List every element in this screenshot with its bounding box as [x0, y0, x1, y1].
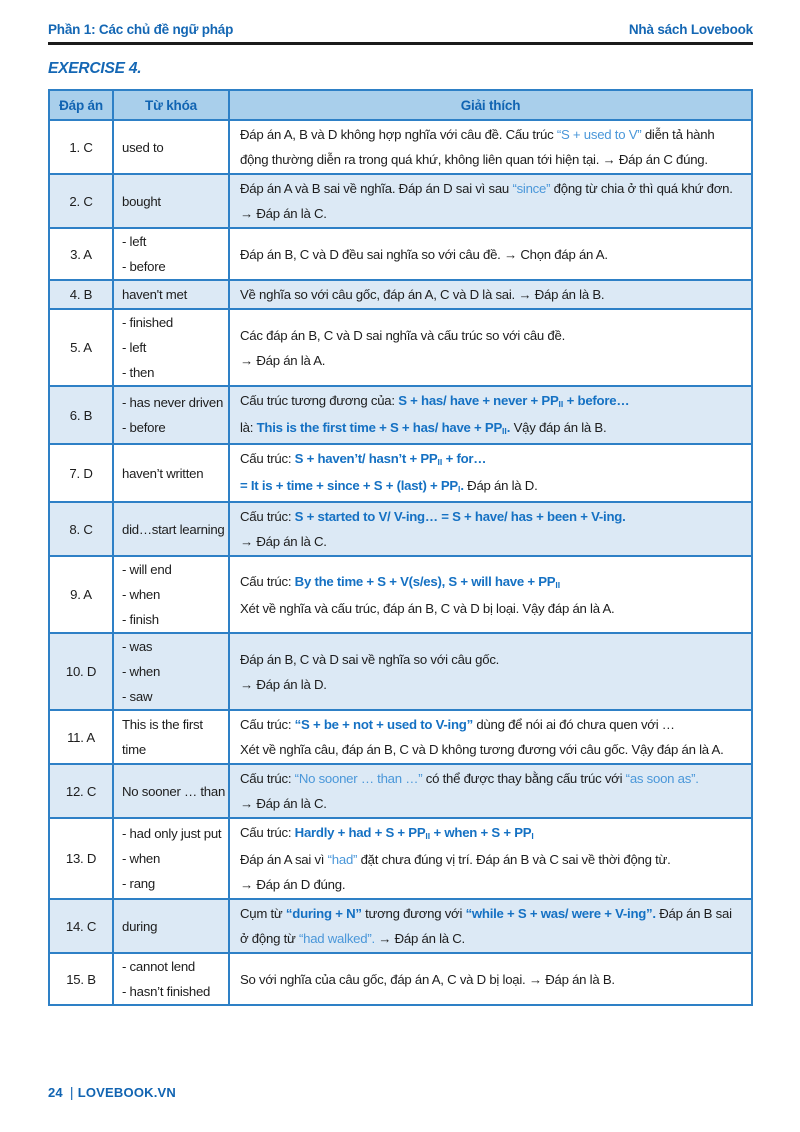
explanation-segment: Cấu trúc tương đương của:: [240, 393, 399, 408]
column-header-keyword: Từ khóa: [113, 90, 229, 120]
explanation-segment: có thể được thay bằng cấu trúc với: [422, 771, 626, 786]
explanation-segment: Xét về nghĩa và cấu trúc, đáp án B, C và D bị loại. Vậy đáp án là A.: [240, 600, 615, 616]
explanation-cell: [229, 309, 752, 386]
explanation-segment: diễn tả hành động thường diễn ra trong quá khứ, không liên quan tới hiện tại. → Đáp án C đúng.: [240, 127, 715, 167]
explanation-segment: “S + be + not + used to V-ing”: [294, 717, 473, 732]
keyword-line: - saw: [122, 689, 153, 704]
keyword-line: did…start learning: [122, 521, 225, 537]
table-row: [49, 502, 752, 556]
table-row: [49, 228, 752, 280]
keyword-line: - will end: [122, 562, 172, 577]
explanation-segment: Vậy đáp án là B.: [510, 420, 607, 435]
table-row: [49, 174, 752, 228]
explanation-segment: → Đáp án là A.: [240, 352, 326, 368]
explanation-segment: Đáp án A và B sai về nghĩa. Đáp án D sai vì sau: [240, 181, 513, 196]
answer-cell: 8. C: [49, 502, 113, 556]
answer-cell: 14. C: [49, 899, 113, 953]
explanation-segment: S + started to V/ V-ing… = S + have/ has + been + V-ing.: [294, 509, 626, 524]
header-row: [49, 90, 752, 120]
keyword-line: haven't met: [122, 287, 188, 302]
explanation-cell: [229, 556, 752, 633]
table-row: [49, 280, 752, 309]
explanation-segment: “No sooner … than …”: [294, 771, 423, 786]
table-row: [49, 556, 752, 633]
explanation-cell: [229, 228, 752, 280]
explanation-segment: → Đáp án là C.: [374, 931, 465, 946]
table-row: [49, 120, 752, 174]
keyword-line: - hasn’t finished: [122, 984, 211, 999]
keyword-cell: [113, 556, 229, 633]
explanation-segment: II: [502, 426, 507, 436]
explanation-segment: II: [437, 457, 443, 467]
answer-table-body: [49, 120, 752, 1005]
header-rule: [48, 42, 753, 45]
footer-brand: LOVEBOOK.VN: [77, 1084, 176, 1100]
answer-table-head: [49, 90, 752, 120]
keyword-cell: [113, 444, 229, 502]
keyword-line: - then: [122, 365, 155, 380]
explanation-segment: This is the first time + S + has/ have + PP: [256, 420, 503, 435]
keyword-line: used to: [122, 139, 164, 155]
explanation-segment: .: [506, 420, 511, 435]
table-row: [49, 953, 752, 1005]
explanation-segment: → Đáp án là C.: [240, 796, 327, 811]
answer-cell: 9. A: [49, 556, 113, 633]
keyword-cell: [113, 818, 229, 899]
keyword-line: time: [122, 742, 146, 757]
answer-cell: 4. B: [49, 280, 113, 309]
explanation-segment: “since”: [512, 181, 551, 196]
answer-cell: 5. A: [49, 309, 113, 386]
answer-cell: 7. D: [49, 444, 113, 502]
table-row: [49, 818, 752, 899]
explanation-cell: [229, 174, 752, 228]
keyword-cell: [113, 710, 229, 764]
keyword-cell: [113, 633, 229, 710]
answer-cell: 2. C: [49, 174, 113, 228]
explanation-segment: động từ chia ở thì quá khứ đơn. → Đáp án là C.: [240, 181, 733, 221]
explanation-segment: Đáp án B, C và D sai về nghĩa so với câu gốc.: [240, 651, 500, 667]
keyword-line: during: [122, 918, 158, 934]
explanation-segment: “had walked”.: [298, 931, 375, 946]
explanation-segment: dùng để nói ai đó chưa quen với …: [472, 717, 675, 732]
keyword-cell: [113, 228, 229, 280]
keyword-line: No sooner … than: [122, 783, 226, 799]
explanation-cell: [229, 120, 752, 174]
explanation-segment: → Đáp án D đúng.: [240, 877, 346, 892]
keyword-cell: [113, 309, 229, 386]
keyword-line: - rang: [122, 876, 155, 891]
keyword-line: - left: [122, 340, 147, 355]
keyword-line: - was: [122, 639, 153, 654]
explanation-segment: Hardly + had + S + PP: [294, 825, 426, 840]
table-row: [49, 309, 752, 386]
explanation-segment: S + haven’t/ hasn’t + PP: [294, 451, 438, 466]
answer-table: [48, 89, 753, 1006]
explanation-segment: Đáp án B sai ở động từ: [240, 906, 732, 946]
explanation-segment: Cấu trúc:: [240, 451, 295, 466]
explanation-cell: [229, 899, 752, 953]
explanation-cell: [229, 444, 752, 502]
keyword-line: This is the first: [122, 717, 203, 732]
answer-cell: 12. C: [49, 764, 113, 818]
explanation-segment: Các đáp án B, C và D sai nghĩa và cấu trúc so với câu đề.: [240, 327, 565, 343]
exercise-title: EXERCISE 4.: [48, 60, 142, 77]
keyword-line: - before: [122, 259, 166, 274]
explanation-cell: [229, 502, 752, 556]
page-number: 24: [48, 1084, 63, 1100]
explanation-cell: [229, 953, 752, 1005]
explanation-segment: I: [457, 484, 461, 494]
explanation-segment: Cấu trúc:: [240, 573, 295, 589]
table-row: [49, 710, 752, 764]
explanation-segment: Đáp án B, C và D đều sai nghĩa so với câu đề. → Chọn đáp án A.: [240, 246, 608, 262]
explanation-segment: Cụm từ: [240, 906, 286, 921]
answer-cell: 1. C: [49, 120, 113, 174]
keyword-line: - has never driven: [122, 395, 224, 410]
explanation-segment: II: [558, 399, 564, 409]
explanation-segment: Xét về nghĩa câu, đáp án B, C và D không tương đương với câu gốc. Vậy đáp án là A.: [240, 742, 724, 757]
keyword-line: bought: [122, 193, 161, 209]
keyword-line: haven’t written: [122, 465, 204, 481]
table-row: [49, 444, 752, 502]
explanation-cell: [229, 710, 752, 764]
keyword-line: - cannot lend: [122, 959, 195, 974]
explanation-segment: “as soon as”.: [625, 771, 699, 786]
explanation-cell: [229, 818, 752, 899]
explanation-segment: đặt chưa đúng vị trí. Đáp án B và C sai về thời động từ.: [357, 852, 671, 867]
explanation-segment: “while + S + was/ were + V-ing”.: [465, 906, 656, 921]
explanation-segment: + when + S + PP: [430, 825, 532, 840]
answer-cell: 6. B: [49, 386, 113, 444]
explanation-segment: → Đáp án là D.: [240, 676, 327, 692]
column-header-explanation: Giải thích: [229, 90, 752, 120]
explanation-segment: Đáp án A sai vì: [240, 852, 328, 867]
explanation-segment: II: [555, 579, 561, 590]
table-row: [49, 764, 752, 818]
explanation-segment: I: [531, 831, 534, 841]
running-head-right: Nhà sách Lovebook: [628, 22, 753, 37]
keyword-line: - finished: [122, 315, 174, 330]
explanation-segment: “during + N”: [285, 906, 362, 921]
table-row: [49, 386, 752, 444]
explanation-segment: Cấu trúc:: [240, 717, 295, 732]
keyword-cell: [113, 386, 229, 444]
explanation-cell: [229, 280, 752, 309]
keyword-line: - finish: [122, 612, 159, 627]
table-row: [49, 899, 752, 953]
table-row: [49, 633, 752, 710]
keyword-line: - had only just put: [122, 826, 222, 841]
explanation-segment: Cấu trúc:: [240, 509, 295, 524]
keyword-line: - when: [122, 664, 161, 679]
explanation-segment: tương đương với: [361, 906, 466, 921]
explanation-segment: Về nghĩa so với câu gốc, đáp án A, C và D là sai. → Đáp án là B.: [240, 287, 605, 302]
keyword-cell: [113, 120, 229, 174]
answer-cell: 10. D: [49, 633, 113, 710]
page-footer: [48, 1084, 176, 1100]
explanation-segment: II: [425, 831, 431, 841]
explanation-segment: là:: [240, 420, 257, 435]
explanation-cell: [229, 386, 752, 444]
keyword-cell: [113, 502, 229, 556]
keyword-line: - before: [122, 420, 166, 435]
keyword-cell: [113, 953, 229, 1005]
explanation-segment: S + has/ have + never + PP: [398, 393, 559, 408]
running-head-left: Phần 1: Các chủ đề ngữ pháp: [48, 22, 234, 37]
explanation-segment: → Đáp án là C.: [240, 534, 327, 549]
explanation-segment: By the time + S + V(s/es), S + will have + PP: [294, 573, 556, 589]
explanation-segment: + for…: [442, 451, 487, 466]
explanation-segment: Cấu trúc:: [240, 771, 295, 786]
explanation-cell: [229, 764, 752, 818]
keyword-cell: [113, 280, 229, 309]
explanation-cell: [229, 633, 752, 710]
footer-separator: |: [69, 1084, 74, 1100]
answer-cell: 11. A: [49, 710, 113, 764]
explanation-segment: “S + used to V”: [556, 127, 642, 142]
keyword-cell: [113, 764, 229, 818]
answer-cell: 3. A: [49, 228, 113, 280]
explanation-segment: Đáp án A, B và D không hợp nghĩa với câu đề. Cấu trúc: [240, 127, 557, 142]
explanation-segment: .: [460, 478, 464, 493]
explanation-segment: Đáp án là D.: [463, 478, 538, 493]
keyword-line: - when: [122, 587, 161, 602]
keyword-line: - left: [122, 234, 147, 249]
column-header-answer: Đáp án: [49, 90, 113, 120]
explanation-segment: So với nghĩa của câu gốc, đáp án A, C và D bị loại. → Đáp án là B.: [240, 971, 615, 987]
answer-cell: 15. B: [49, 953, 113, 1005]
explanation-segment: = It is + time + since + S + (last) + PP: [240, 478, 458, 493]
explanation-segment: Cấu trúc:: [240, 825, 295, 840]
running-head: [48, 22, 753, 37]
keyword-cell: [113, 899, 229, 953]
explanation-segment: + before…: [563, 393, 630, 408]
keyword-cell: [113, 174, 229, 228]
answer-cell: 13. D: [49, 818, 113, 899]
keyword-line: - when: [122, 851, 161, 866]
explanation-segment: “had”: [327, 852, 358, 867]
